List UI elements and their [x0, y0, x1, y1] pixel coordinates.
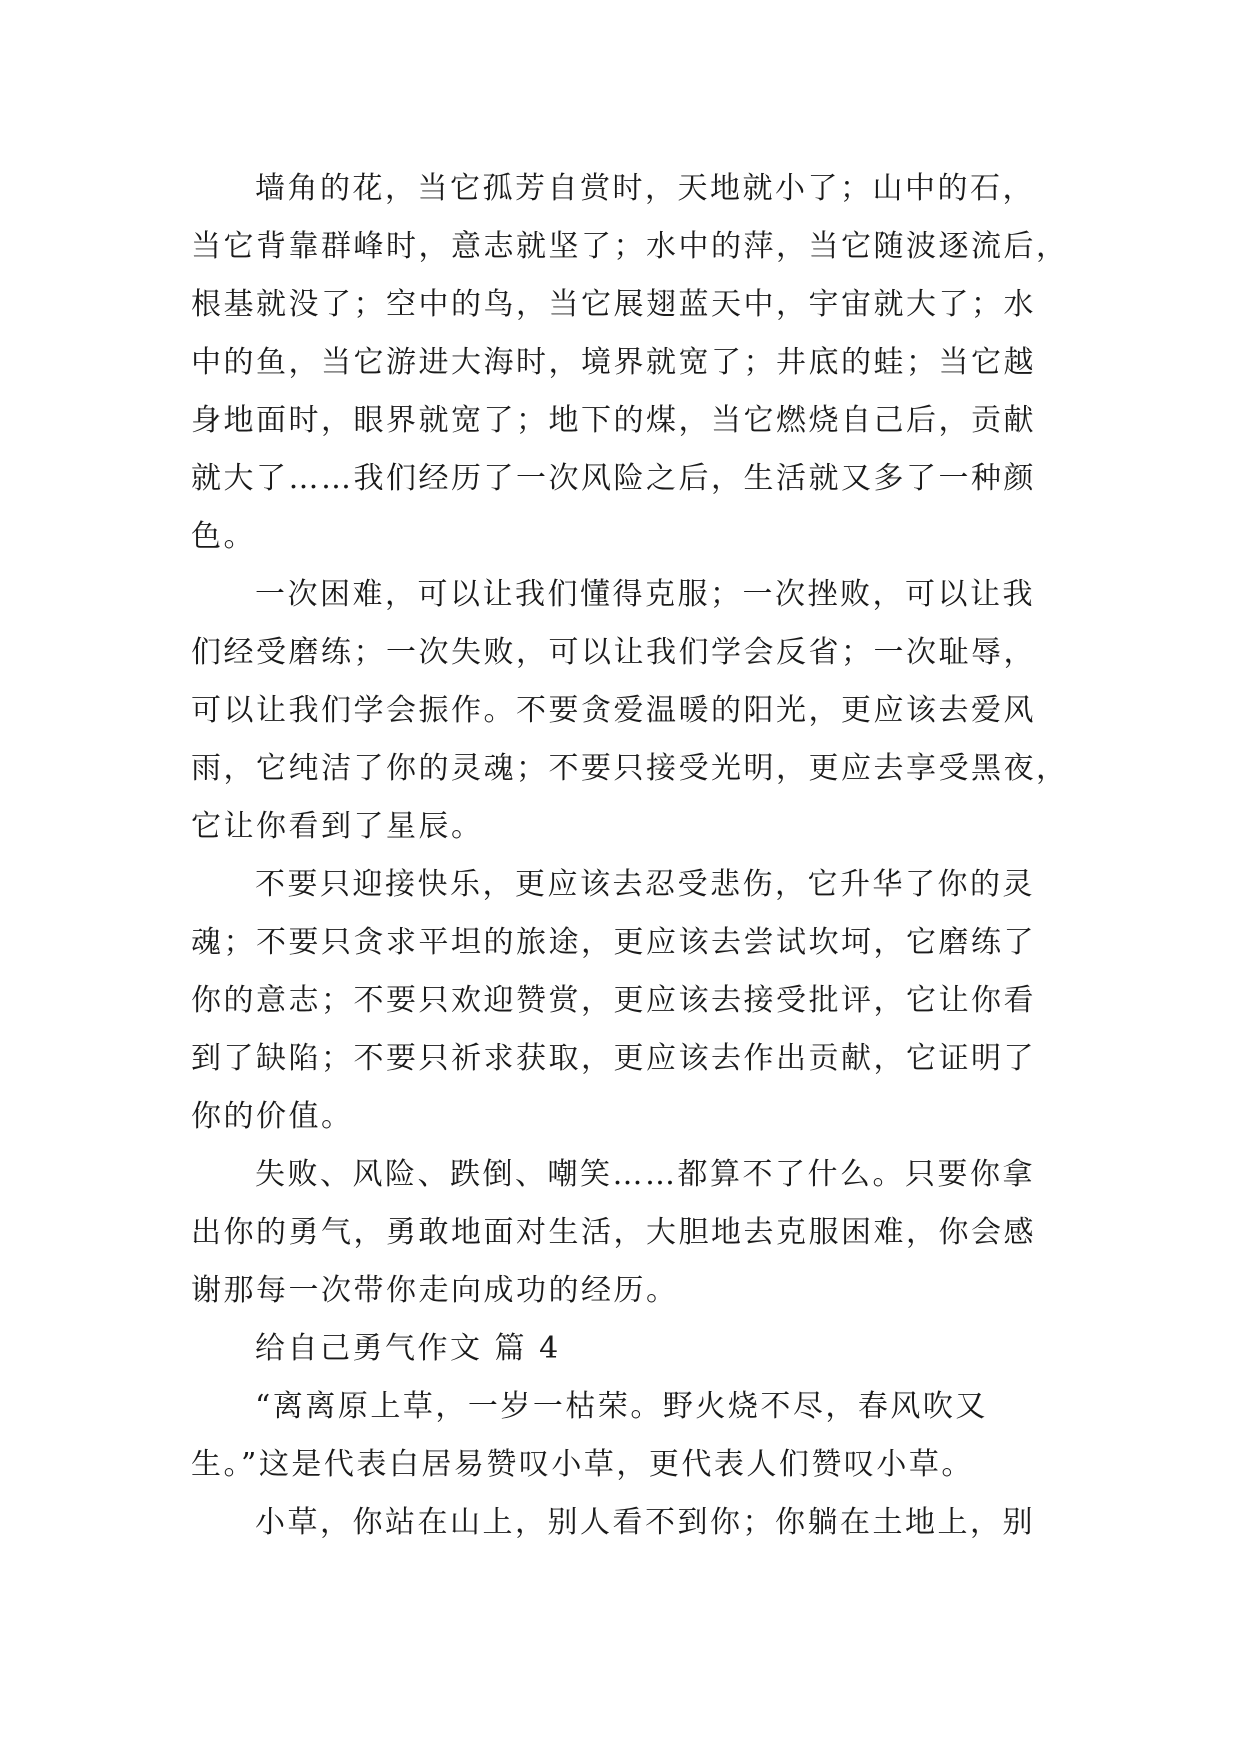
paragraph-line: 生。”这是代表白居易赞叹小草，更代表人们赞叹小草。 [191, 1447, 974, 1482]
document-body [191, 160, 1071, 1552]
paragraph-line: 根基就没了；空中的鸟，当它展翅蓝天中，宇宙就大了；水 [191, 287, 1036, 322]
section-heading-text: 给自己勇气作文 篇 4 [255, 1331, 561, 1366]
paragraph-line: 色。 [191, 519, 256, 554]
paragraph-line: 它让你看到了星辰。 [191, 809, 484, 844]
paragraph-line: 就大了……我们经历了一次风险之后，生活就又多了一种颜 [191, 461, 1036, 496]
paragraph-3 [191, 856, 1071, 1146]
paragraph-line: 不要只迎接快乐，更应该去忍受悲伤，它升华了你的灵 [255, 867, 1035, 902]
paragraph-line: 到了缺陷；不要只祈求获取，更应该去作出贡献，它证明了 [191, 1041, 1036, 1076]
paragraph-line: 墙角的花，当它孤芳自赏时，天地就小了；山中的石， [255, 171, 1035, 206]
paragraph-line: 雨，它纯洁了你的灵魂；不要只接受光明，更应去享受黑夜， [191, 751, 1069, 786]
paragraph-line: 出你的勇气，勇敢地面对生活，大胆地去克服困难，你会感 [191, 1215, 1036, 1250]
paragraph-line: “离离原上草，一岁一枯荣。野火烧不尽，春风吹又 [255, 1389, 988, 1424]
paragraph-5 [191, 1378, 1071, 1494]
paragraph-line: 们经受磨练；一次失败，可以让我们学会反省；一次耻辱， [191, 635, 1036, 670]
paragraph-line: 可以让我们学会振作。不要贪爱温暖的阳光，更应该去爱风 [191, 693, 1036, 728]
paragraph-line: 魂；不要只贪求平坦的旅途，更应该去尝试坎坷，它磨练了 [191, 925, 1036, 960]
paragraph-line: 小草，你站在山上，别人看不到你；你躺在土地上，别 [255, 1505, 1035, 1540]
paragraph-line: 你的意志；不要只欢迎赞赏，更应该去接受批评，它让你看 [191, 983, 1036, 1018]
paragraph-line: 谢那每一次带你走向成功的经历。 [191, 1273, 679, 1308]
paragraph-4 [191, 1146, 1071, 1320]
paragraph-6 [191, 1494, 1071, 1552]
paragraph-line: 中的鱼，当它游进大海时，境界就宽了；井底的蛙；当它越 [191, 345, 1036, 380]
paragraph-line: 你的价值。 [191, 1099, 354, 1134]
section-heading [191, 1320, 1071, 1378]
paragraph-line: 身地面时，眼界就宽了；地下的煤，当它燃烧自己后，贡献 [191, 403, 1036, 438]
paragraph-1 [191, 160, 1071, 566]
paragraph-2 [191, 566, 1071, 856]
paragraph-line: 失败、风险、跌倒、嘲笑……都算不了什么。只要你拿 [255, 1157, 1035, 1192]
paragraph-line: 当它背靠群峰时，意志就坚了；水中的萍，当它随波逐流后， [191, 229, 1069, 264]
paragraph-line: 一次困难，可以让我们懂得克服；一次挫败，可以让我 [255, 577, 1035, 612]
